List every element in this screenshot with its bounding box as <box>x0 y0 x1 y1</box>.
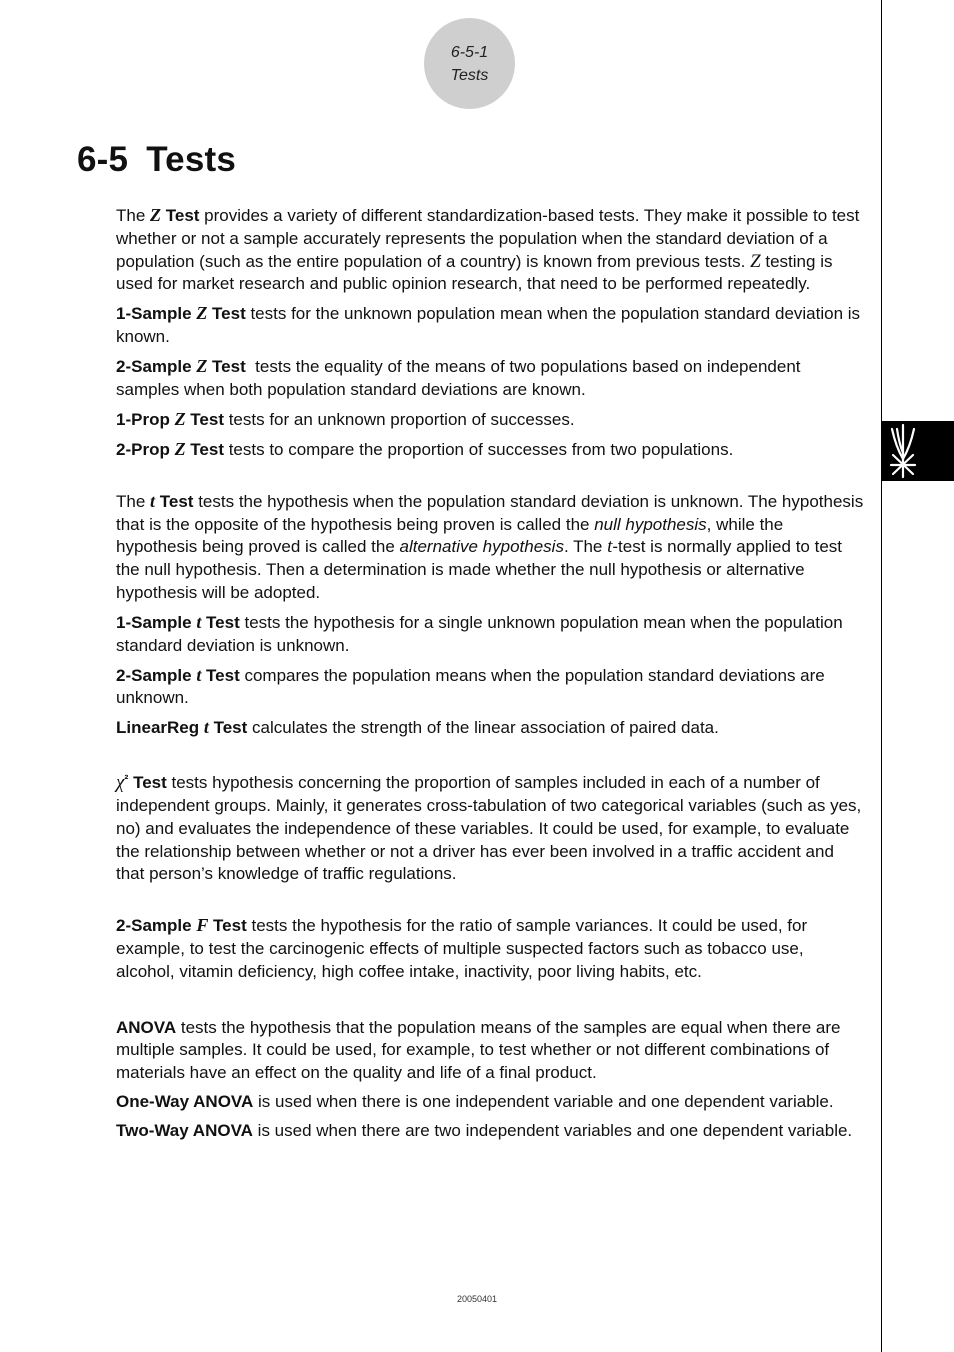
test-description: tests the hypothesis for a single unknown population mean when the population standard deviation is unknown. <box>116 612 843 655</box>
page-title <box>77 140 236 180</box>
t-test-intro <box>116 490 864 605</box>
z-test-item-1 <box>116 302 864 349</box>
text-run: , while the hypothesis being proved is called the <box>116 514 784 557</box>
test-label: One-Way ANOVA <box>116 1092 254 1112</box>
t-test-item-2 <box>116 664 864 711</box>
document-body <box>116 204 864 1149</box>
section-name: Tests <box>450 66 489 84</box>
test-label: Test <box>207 357 246 377</box>
test-label: Two-Way ANOVA <box>116 1121 253 1141</box>
t-test-item-3 <box>116 716 864 740</box>
section-number: 6-5 <box>77 140 129 179</box>
statistics-chapter-icon <box>882 421 954 481</box>
z-test-item-2 <box>116 355 864 402</box>
section-title: Tests <box>146 140 237 179</box>
z-symbol: Z <box>174 438 186 459</box>
test-label: 2-Prop <box>116 439 175 459</box>
test-label: Test <box>185 439 224 459</box>
anova-item-two-way <box>116 1120 864 1143</box>
z-symbol: Z <box>196 303 208 324</box>
squared-symbol: ² <box>124 772 129 787</box>
footer-code: 20050401 <box>456 1294 498 1304</box>
text-run: The <box>116 206 151 225</box>
test-label: Test <box>185 409 224 429</box>
test-label: Test <box>208 718 248 738</box>
test-description: is used when there are two independent variables and one dependent variable. <box>252 1121 853 1141</box>
anova-intro <box>116 1017 864 1085</box>
test-label: 2-Sample <box>116 916 197 936</box>
test-description: compares the population means when the population standard deviations are unknown. <box>116 665 825 708</box>
t-symbol: t <box>203 717 209 738</box>
text-run: -test is normally applied to test the null hypothesis. Then a determination is made whether the null hypothesis or alternative hypothesis will be adopted. <box>116 537 842 602</box>
t-symbol: t <box>196 664 202 685</box>
z-symbol: Z <box>150 205 162 225</box>
test-description: tests for an unknown proportion of successes. <box>223 409 575 429</box>
z-symbol: Z <box>750 250 761 272</box>
alternative-hypothesis-term: alternative hypothesis <box>399 537 564 557</box>
test-label: 1-Sample <box>116 612 197 632</box>
t-symbol: t <box>196 611 202 632</box>
text-run: . The <box>563 537 608 557</box>
text-run: provides a variety of different standardization-based tests. They make it possible to test whether or not a sample accurately represents the population when the standard deviation of a population (such as the entire population of a country) is known from previous tests. <box>116 206 860 271</box>
text-run: testing is used for market research and public opinion research, that need to be performed repeatedly. <box>116 251 833 294</box>
right-margin-rule <box>881 0 882 1352</box>
test-label: 2-Sample <box>116 357 197 377</box>
test-label: Test <box>201 612 240 632</box>
f-test <box>116 914 864 983</box>
test-label: 2-Sample <box>116 665 197 685</box>
test-description: is used when there is one independent variable and one dependent variable. <box>253 1092 834 1112</box>
z-symbol: Z <box>196 356 208 377</box>
text-run: tests the hypothesis when the population standard deviation is unknown. The hypothesis that is the opposite of the hypothesis being proven is called the <box>116 491 864 534</box>
page-number-badge <box>424 18 515 109</box>
z-test-item-3 <box>116 408 864 432</box>
anova-item-one-way <box>116 1091 864 1114</box>
chi-symbol: χ <box>116 772 125 794</box>
z-test-item-4 <box>116 438 864 462</box>
chi-test-label: Test <box>128 773 167 793</box>
test-label: 1-Prop <box>116 409 175 429</box>
test-description: tests hypothesis concerning the proportion of samples included in each of a number of independent groups. Mainly, it generates cross-tabulation of two categorical variables (such as yes, no) and evaluates the independence of these variables. It could be used, for example, to evaluate the relationship between whether or not a driver has ever been involved in a traffic accident and that person’s knowledge of traffic regulations. <box>116 773 862 884</box>
test-label: Test <box>201 665 240 685</box>
z-test-intro <box>116 204 864 296</box>
test-label: LinearReg <box>116 718 204 738</box>
t-symbol: t <box>150 490 156 511</box>
test-description: tests the hypothesis for the ratio of sample variances. It could be used, for example, to test the carcinogenic effects of multiple suspected factors such as tobacco use, alcohol, vitamin deficiency, high coffee intake, inactivity, poor living habits, etc. <box>116 916 808 981</box>
page-number: 6-5-1 <box>450 43 489 61</box>
test-description: calculates the strength of the linear association of paired data. <box>247 718 719 738</box>
text-run: The <box>116 491 151 511</box>
t-test-item-1 <box>116 611 864 658</box>
chapter-tab <box>882 421 954 481</box>
anova-label: ANOVA <box>116 1017 177 1037</box>
null-hypothesis-term: null hypothesis <box>594 514 707 534</box>
t-test-label: Test <box>155 491 194 511</box>
test-description: tests for the unknown population mean when the population standard deviation is known. <box>116 304 861 347</box>
test-label: Test <box>208 916 247 936</box>
test-label: Test <box>207 304 246 324</box>
chi-square-test <box>116 768 864 886</box>
z-symbol: Z <box>174 408 186 429</box>
f-symbol: F <box>196 915 209 936</box>
t-symbol: t <box>607 536 613 558</box>
test-label: 1-Sample <box>116 304 197 324</box>
z-test-label: Test <box>161 206 200 225</box>
test-description: tests the equality of the means of two populations based on independent samples when both population standard deviations are known. <box>116 357 806 399</box>
test-description: tests the hypothesis that the population means of the samples are equal when there are multiple samples. It could be used, for example, to test whether or not different combinations of materials have an effect on the quality and life of a final product. <box>116 1017 841 1083</box>
test-description: tests to compare the proportion of successes from two populations. <box>223 439 734 459</box>
